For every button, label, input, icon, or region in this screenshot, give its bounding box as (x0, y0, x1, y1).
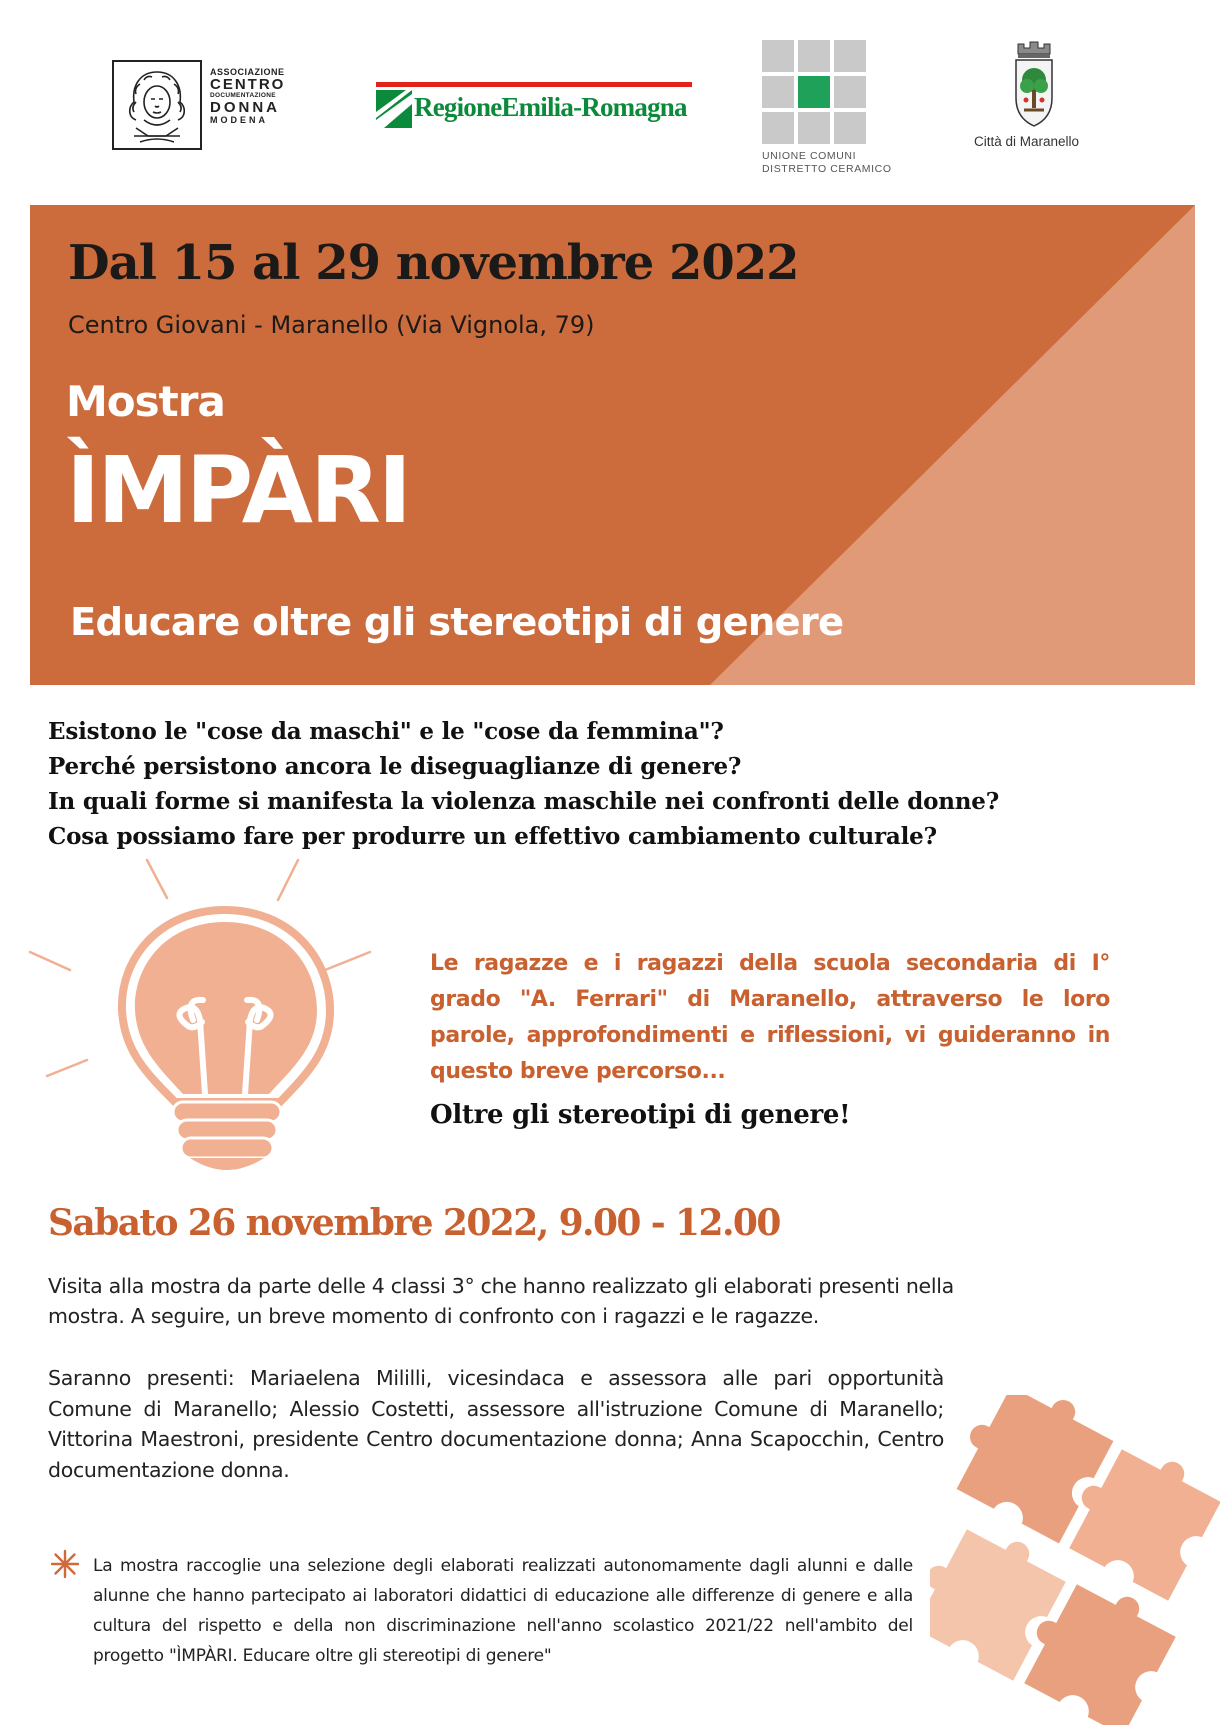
logo-centro-documentazione-donna (112, 60, 312, 152)
question-item: In quali forme si manifesta la violenza maschile nei confronti delle donne? (48, 788, 1000, 815)
question-item: Perché persistono ancora le diseguaglianze di genere? (48, 753, 742, 780)
cdd-wordmark (210, 68, 320, 125)
questions-list (48, 714, 1198, 854)
cdd-line: CENTRO (210, 76, 286, 94)
cdd-line: MODENA (210, 114, 268, 125)
logo-unione-comuni (760, 40, 910, 175)
woman-portrait-icon (112, 60, 202, 150)
puzzle-pieces-icon (930, 1395, 1220, 1725)
question-item: Esistono le "cose da maschi" e le "cose da femmina"? (48, 718, 724, 745)
exhibition-title: ÌMPÀRI (66, 437, 410, 544)
event-datetime: Sabato 26 novembre 2022, 9.00 - 12.00 (48, 1202, 780, 1244)
exhibition-subtitle: Educare oltre gli stereotipi di genere (70, 600, 844, 645)
event-description: Visita alla mostra da parte delle 4 classi 3° che hanno realizzato gli elaborati presenti nella mostra. A seguire, un breve momento di confronto con i ragazzi e le ragazze. (48, 1274, 954, 1328)
hero-banner (30, 205, 1195, 685)
question-item: Cosa possiamo fare per produrre un effettivo cambiamento culturale? (48, 823, 937, 850)
regione-wordmark: RegioneEmilia-Romagna (414, 92, 687, 122)
unione-line: UNIONE COMUNI (762, 150, 857, 162)
intro-paragraph: Le ragazze e i ragazzi della scuola secondaria di I° grado "A. Ferrari" di Maranello, attraverso le loro parole, approfondimenti e riflessioni, vi guideranno in questo breve percorso... (430, 951, 1110, 1084)
intro-tagline: Oltre gli stereotipi di genere! (430, 1100, 851, 1130)
unione-wordmark (762, 150, 922, 175)
logo-citta-di-maranello (970, 40, 1110, 160)
exhibition-kicker: Mostra (66, 377, 225, 426)
maranello-crest-icon (970, 40, 1110, 132)
unione-grid-icon (762, 40, 868, 144)
cdd-line: DOCUMENTAZIONE (210, 92, 276, 100)
unione-line: DISTRETTO CERAMICO (762, 162, 892, 175)
maranello-label: Città di Maranello (974, 134, 1080, 149)
asterisk-icon (50, 1549, 80, 1579)
cdd-line: DONNA (210, 99, 280, 116)
event-guests: Saranno presenti: Mariaelena Mililli, vicesindaca e assessora alle pari opportunità Comune di Maranello; Alessio Costetti, assessore all'istruzione Comune di Maranello; Vittorina Maestroni, presidente Centro documentazione donna; Anna Scapocchin, Centro documentazione donna. (48, 1366, 944, 1482)
logo-regione-emilia-romagna (376, 82, 692, 130)
regione-emblem-icon (376, 90, 412, 128)
exhibition-venue: Centro Giovani - Maranello (Via Vignola, 79) (68, 311, 595, 339)
exhibition-dates: Dal 15 al 29 novembre 2022 (68, 235, 799, 291)
rer-red-stripe (376, 82, 692, 87)
footnote-text: La mostra raccoglie una selezione degli elaborati realizzati autonomamente dagli alunni e dalle alunne che hanno partecipato ai laboratori didattici di educazione alle differenze di genere e alla cultura del rispetto e della non discriminazione nell'anno scolastico 2021/22 nell'ambito del progetto "ÌMPÀRI. Educare oltre gli stereotipi di genere" (93, 1556, 913, 1666)
lightbulb-icon (25, 840, 385, 1180)
cdd-line: ASSOCIAZIONE (210, 67, 285, 77)
